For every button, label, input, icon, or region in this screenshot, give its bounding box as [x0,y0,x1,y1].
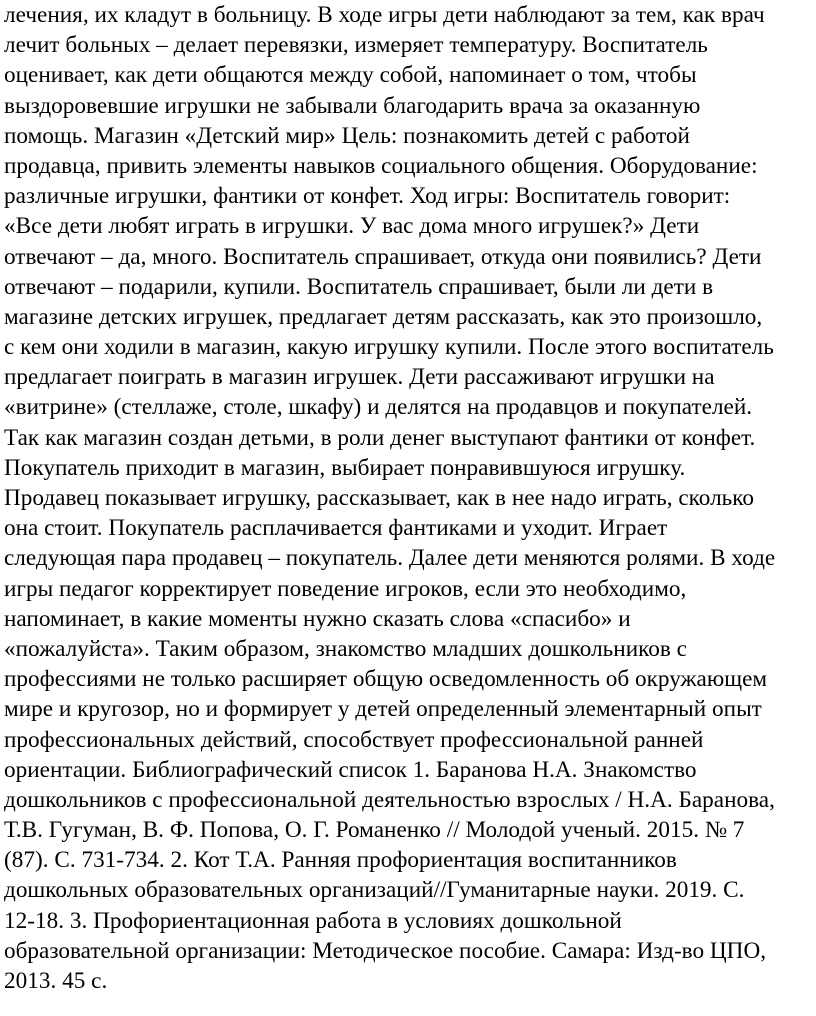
text-line: помощь. Магазин «Детский мир» Цель: познакомить детей с работой [4,122,690,149]
text-line: отвечают – подарили, купили. Воспитатель спрашивает, были ли дети в [4,273,714,300]
text-line: она стоит. Покупатель расплачивается фантиками и уходит. Играет [4,515,668,542]
text-line: образовательной организации: Методическое пособие. Самара: Изд-во ЦПО, [4,937,767,964]
text-line: Продавец показывает игрушку, рассказывает, как в нее надо играть, сколько [4,485,754,511]
text-line: ориентации. Библиографический список 1. Баранова Н.А. Знакомство [4,756,697,783]
text-line: Т.В. Гугуман, В. Ф. Попова, О. Г. Романенко // Молодой ученый. 2015. № 7 [4,817,745,844]
text-line: дошкольных образовательных организаций//Гуманитарные науки. 2019. С. [4,877,745,904]
text-line: «Все дети любят играть в игрушки. У вас дома много игрушек?» Дети [4,213,700,240]
text-line: дошкольников с профессиональной деятельностью взрослых / Н.А. Баранова, [4,786,775,813]
text-line: Так как магазин создан детьми, в роли денег выступают фантики от конфет. [4,424,756,451]
text-line: лечения, их кладут в больницу. В ходе игры дети наблюдают за тем, как врач [4,2,765,28]
text-line: (87). С. 731-734. 2. Кот Т.А. Ранняя профориентация воспитанников [4,847,677,874]
text-line: лечит больных – делает перевязки, измеряет температуру. Воспитатель [4,32,708,59]
text-line: с кем они ходили в магазин, какую игрушку купили. После этого воспитатель [4,334,774,361]
text-line: игры педагог корректирует поведение игроков, если это необходимо, [4,575,687,602]
body-text [4,0,816,996]
text-line: «витрине» (стеллаже, столе, шкафу) и делятся на продавцов и покупателей. [4,394,753,421]
text-line: различные игрушки, фантики от конфет. Ход игры: Воспитатель говорит: [4,183,731,210]
text-line: Покупатель приходит в магазин, выбирает понравившуюся игрушку. [4,454,686,481]
text-line: предлагает поиграть в магазин игрушек. Дети рассаживают игрушки на [4,364,715,391]
text-line: 12-18. 3. Профориентационная работа в условиях дошкольной [4,907,622,934]
text-line: отвечают – да, много. Воспитатель спрашивает, откуда они появились? Дети [4,243,762,270]
text-line: мире и кругозор, но и формирует у детей определенный элементарный опыт [4,696,762,723]
text-line: «пожалуйста». Таким образом, знакомство младших дошкольников с [4,635,687,662]
text-line: магазине детских игрушек, предлагает детям рассказать, как это произошло, [4,303,763,330]
text-line: напоминает, в какие моменты нужно сказать слова «спасибо» и [4,605,631,632]
text-line: следующая пара продавец – покупатель. Далее дети меняются ролями. В ходе [4,545,776,572]
text-line: 2013. 45 с. [4,968,108,994]
text-line: оценивает, как дети общаются между собой, напоминает о том, чтобы [4,62,697,89]
text-line: продавца, привить элементы навыков социального общения. Оборудование: [4,152,758,179]
text-line: выздоровевшие игрушки не забывали благодарить врача за оказанную [4,92,701,119]
text-line: профессиональных действий, способствует профессиональной ранней [4,726,704,753]
text-line: профессиями не только расширяет общую осведомленность об окружающем [4,666,768,693]
